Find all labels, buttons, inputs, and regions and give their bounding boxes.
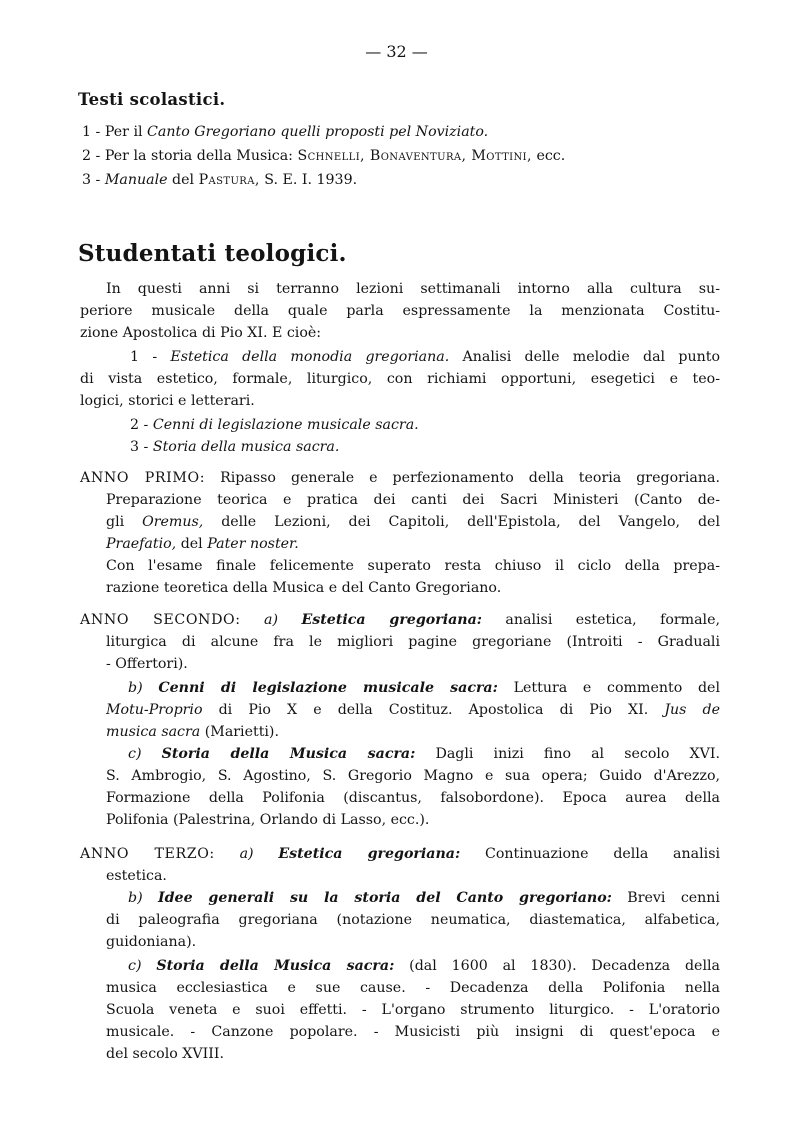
anno-terzo-c-line-2: musica ecclesiastica e sue cause. - Decadenza della Polifonia nella (106, 980, 720, 996)
anno-secondo-c-line-4: Polifonia (Palestrina, Orlando di Lasso, ecc.). (106, 812, 430, 828)
page-number: — 32 — (365, 42, 428, 61)
anno-primo-line-1: ANNO PRIMO: Ripasso generale e perfezionamento della teoria gregoriana. (80, 470, 720, 486)
anno-terzo-c-line-1: c) Storia della Musica sacra: (dal 1600 al 1830). Decadenza della (128, 958, 720, 974)
anno-terzo-b-line-3: guidoniana). (106, 934, 197, 950)
list-item-1-cont-1: di vista estetico, formale, liturgico, con richiami opportuni, esegetici e teo- (80, 371, 720, 387)
anno-terzo-line-1: ANNO TERZO: a) Estetica gregoriana: Continuazione della analisi (80, 846, 721, 862)
anno-terzo-b-line-1: b) Idee generali su la storia del Canto gregoriano: Brevi cenni (128, 890, 720, 906)
anno-terzo-c-line-3: Scuola veneta e suoi effetti. - L'organo strumento liturgico. - L'oratorio (106, 1002, 720, 1018)
testi-item-1: 1 - Per il Canto Gregoriano quelli proposti pel Noviziato. (82, 124, 489, 140)
testi-item-2: 2 - Per la storia della Musica: Schnelli, Bonaventura, Mottini, ecc. (82, 148, 566, 164)
list-item-2: 2 - Cenni di legislazione musicale sacra. (130, 417, 419, 433)
list-item-3: 3 - Storia della musica sacra. (130, 439, 340, 455)
anno-terzo-a-line-2: estetica. (106, 868, 167, 884)
anno-secondo-b-line-2: Motu-Proprio di Pio X e della Costituz. Apostolica di Pio XI. Jus de (106, 702, 721, 718)
anno-secondo-c-line-1: c) Storia della Musica sacra: Dagli inizi fino al secolo XVI. (128, 746, 720, 762)
testi-item-3: 3 - Manuale del Pastura, S. E. I. 1939. (82, 172, 358, 188)
anno-primo-line-4: Praefatio, del Pater noster. (106, 536, 299, 552)
list-item-1-cont-2: logici, storici e letterari. (80, 393, 255, 409)
anno-secondo-line-1: ANNO SECONDO: a) Estetica gregoriana: analisi estetica, formale, (80, 612, 720, 628)
anno-primo-line-2: Preparazione teorica e pratica dei canti dei Sacri Ministeri (Canto de- (106, 492, 720, 508)
anno-secondo-a-line-2: liturgica di alcune fra le migliori pagine gregoriane (Introiti - Graduali (106, 634, 720, 650)
anno-secondo-a-line-3: - Offertori). (106, 656, 188, 672)
section-heading-studentati: Studentati teologici. (78, 240, 347, 267)
anno-primo-line-5: Con l'esame finale felicemente superato resta chiuso il ciclo della prepa- (106, 558, 720, 574)
anno-primo-line-3: gli Oremus, delle Lezioni, dei Capitoli, dell'Epistola, del Vangelo, del (106, 514, 720, 530)
anno-secondo-b-line-3: musica sacra (Marietti). (106, 724, 279, 740)
intro-line-2: periore musicale della quale parla espressamente la menzionata Costitu- (80, 303, 720, 319)
anno-secondo-c-line-2: S. Ambrogio, S. Agostino, S. Gregorio Magno e sua opera; Guido d'Arezzo, (106, 768, 720, 784)
anno-terzo-c-line-5: del secolo XVIII. (106, 1046, 224, 1062)
anno-secondo-b-line-1: b) Cenni di legislazione musicale sacra: Lettura e commento del (128, 680, 720, 696)
intro-line-3: zione Apostolica di Pio XI. E cioè: (80, 325, 322, 341)
anno-terzo-b-line-2: di paleografia gregoriana (notazione neumatica, diastematica, alfabetica, (106, 912, 720, 928)
list-item-1: 1 - Estetica della monodia gregoriana. Analisi delle melodie dal punto (130, 349, 720, 365)
intro-line-1: In questi anni si terranno lezioni settimanali intorno alla cultura su- (106, 281, 720, 297)
anno-terzo-c-line-4: musicale. - Canzone popolare. - Musicisti più insigni di quest'epoca e (106, 1024, 720, 1040)
anno-secondo-c-line-3: Formazione della Polifonia (discantus, falsobordone). Epoca aurea della (106, 790, 720, 806)
section-heading-testi: Testi scolastici. (78, 90, 226, 109)
anno-primo-line-6: razione teoretica della Musica e del Canto Gregoriano. (106, 580, 502, 596)
